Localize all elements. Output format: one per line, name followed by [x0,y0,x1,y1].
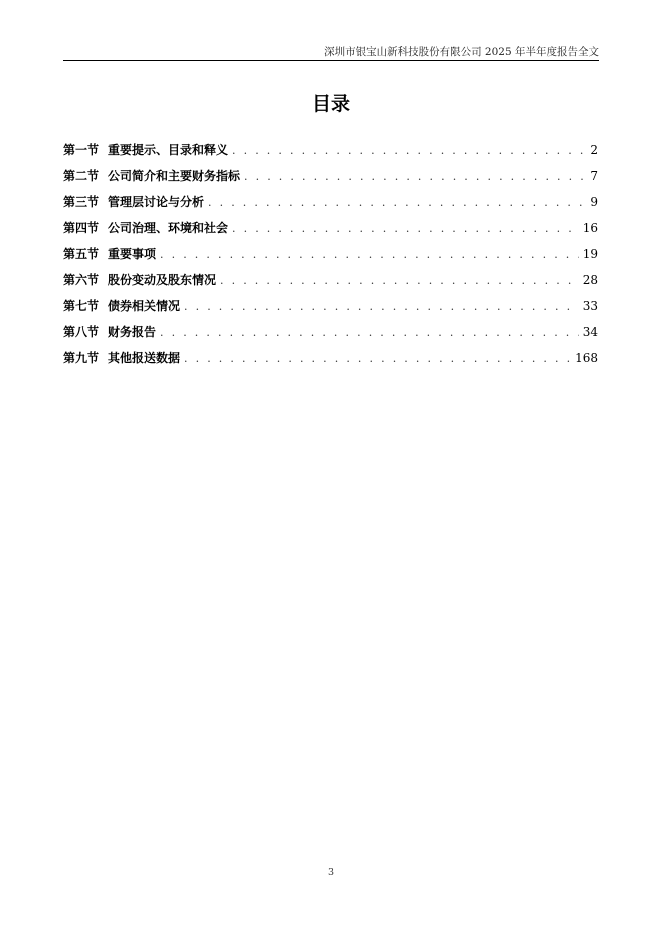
toc-section-name: 股份变动及股东情况 [108,273,217,287]
toc-page-number: 2 [590,143,598,157]
toc-section-name: 公司简介和主要财务指标 [108,169,241,183]
toc-section-name: 重要提示、目录和释义 [108,143,229,157]
toc-section-number: 第二节 [63,169,100,183]
toc-page-number: 16 [582,221,598,235]
toc-entry-section-8[interactable] [63,322,598,348]
toc-page-number: 9 [590,195,598,209]
footer-page-number: 3 [327,867,335,878]
page-footer [0,867,662,878]
toc-dot-leader [160,323,579,343]
toc-section-name: 管理层讨论与分析 [108,195,205,209]
toc-title: 目录 [311,93,350,115]
toc-section-number: 第三节 [63,195,100,209]
toc-page-number: 19 [582,247,598,261]
toc-section-number: 第六节 [63,273,100,287]
toc-section-number: 第七节 [63,299,100,313]
toc-section-name: 重要事项 [108,247,157,261]
header-text: 深圳市银宝山新科技股份有限公司 2025 年半年度报告全文 [324,46,599,58]
toc-entry-section-9[interactable] [63,348,598,374]
toc-dot-leader [184,349,571,369]
toc-dot-leader [244,167,586,187]
toc-page-number: 28 [582,273,598,287]
toc-entry-section-2[interactable] [63,166,598,192]
toc-entry-section-5[interactable] [63,244,598,270]
toc-section-number: 第九节 [63,351,100,365]
toc-entry-section-1[interactable] [63,140,598,166]
toc-page-number: 33 [582,299,598,313]
toc-page-number: 34 [582,325,598,339]
toc-entry-section-3[interactable] [63,192,598,218]
toc-section-number: 第四节 [63,221,100,235]
toc-dot-leader [160,245,579,265]
toc-dot-leader [220,271,579,291]
toc-entry-section-6[interactable] [63,270,598,296]
toc-dot-leader [208,193,586,213]
toc-dot-leader [184,297,579,317]
table-of-contents [63,140,598,374]
toc-entry-section-4[interactable] [63,218,598,244]
toc-dot-leader [232,219,579,239]
toc-section-number: 第一节 [63,143,100,157]
toc-section-name: 其他报送数据 [108,351,181,365]
toc-page-number: 7 [590,169,598,183]
toc-dot-leader [232,141,586,161]
toc-section-name: 公司治理、环境和社会 [108,221,229,235]
toc-section-name: 财务报告 [108,325,157,339]
toc-section-number: 第八节 [63,325,100,339]
toc-section-number: 第五节 [63,247,100,261]
page-header [63,46,599,61]
toc-page-number: 168 [575,351,598,365]
toc-section-name: 债券相关情况 [108,299,181,313]
toc-entry-section-7[interactable] [63,296,598,322]
